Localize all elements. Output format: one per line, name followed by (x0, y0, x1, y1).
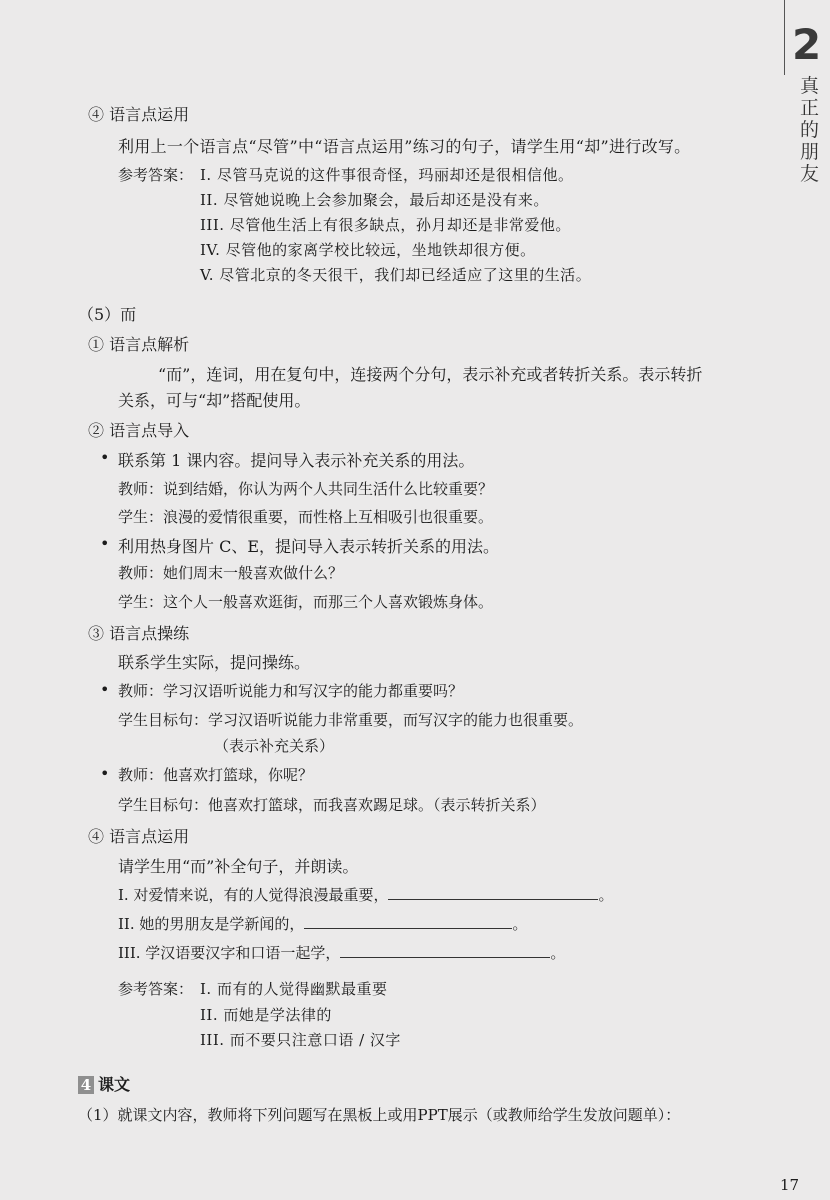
answer-item: I. 而有的人觉得幽默最重要 (200, 980, 388, 998)
exercise-end: 。 (550, 944, 566, 962)
analysis-text: “而”，连词，用在复句中，连接两个分句，表示补充或者转折关系。表示转折 (158, 365, 703, 384)
use-instruction: 利用上一个语言点“尽管”中“语言点运用”练习的句子，请学生用“却”进行改写。 (118, 137, 691, 156)
exercise-item (118, 942, 565, 963)
bullet-dot: • (100, 680, 110, 699)
dialog-line: 教师：她们周末一般喜欢做什么？ (118, 564, 344, 582)
answer-blank[interactable] (304, 914, 512, 929)
bullet-text: 利用热身图片 C、E，提问导入表示转折关系的用法。 (118, 537, 500, 556)
answer-blank[interactable] (340, 943, 550, 958)
part-title: （5）而 (78, 305, 137, 324)
answer-item: III. 而不要只注意口语 / 汉字 (200, 1031, 401, 1049)
answers-label: 参考答案： (118, 166, 194, 184)
answer-item: II. 而她是学法律的 (200, 1006, 332, 1024)
analysis-heading: ① 语言点解析 (88, 335, 190, 354)
chapter-divider (784, 0, 785, 75)
dialog-line: 教师：说到结婚，你认为两个人共同生活什么比较重要？ (118, 480, 494, 498)
practice-heading: ③ 语言点操练 (88, 624, 190, 643)
bullet-text: 教师：他喜欢打篮球，你呢？ (118, 766, 314, 784)
answer-item: V. 尽管北京的冬天很干，我们却已经适应了这里的生活。 (200, 266, 592, 284)
section-heading (78, 1072, 130, 1095)
target-note: （表示补充关系） (214, 737, 335, 755)
exercise-end: 。 (512, 915, 528, 933)
use-instruction: 请学生用“而”补全句子，并朗读。 (118, 857, 359, 876)
use-heading: ④ 语言点运用 (88, 105, 190, 124)
bullet-dot: • (100, 764, 110, 783)
exercise-item (118, 913, 527, 934)
use-heading: ④ 语言点运用 (88, 827, 190, 846)
answer-item: I. 尽管马克说的这件事很奇怪，玛丽却还是很相信他。 (200, 166, 574, 184)
exercise-text: III. 学汉语要汉字和口语一起学， (118, 944, 341, 962)
exercise-item (118, 884, 613, 905)
intro-heading: ② 语言点导入 (88, 421, 190, 440)
exercise-end: 。 (598, 886, 614, 904)
answer-item: II. 尽管她说晚上会参加聚会，最后却还是没有来。 (200, 191, 549, 209)
section-number-badge: 4 (78, 1076, 94, 1094)
analysis-text: 关系，可与“却”搭配使用。 (118, 391, 311, 410)
bullet-dot: • (100, 448, 110, 467)
answer-blank[interactable] (388, 885, 598, 900)
chapter-number: 2 (792, 20, 822, 69)
target-sentence: 学生目标句：学习汉语听说能力非常重要，而写汉字的能力也很重要。 (118, 711, 584, 729)
section-item: （1）就课文内容，教师将下列问题写在黑板上或用PPT展示（或教师给学生发放问题单）： (78, 1106, 681, 1124)
dialog-line: 学生：这个人一般喜欢逛街，而那三个人喜欢锻炼身体。 (118, 593, 494, 611)
chapter-title: 真正的朋友 (800, 75, 820, 185)
page-number: 17 (780, 1176, 800, 1194)
dialog-line: 学生：浪漫的爱情很重要，而性格上互相吸引也很重要。 (118, 508, 494, 526)
section-title: 课文 (98, 1075, 131, 1094)
target-sentence: 学生目标句：他喜欢打篮球，而我喜欢踢足球。（表示转折关系） (118, 796, 546, 814)
bullet-text: 联系第 1 课内容。提问导入表示补充关系的用法。 (118, 451, 475, 470)
bullet-dot: • (100, 534, 110, 553)
exercise-text: II. 她的男朋友是学新闻的， (118, 915, 305, 933)
answer-item: III. 尽管他生活上有很多缺点，孙月却还是非常爱他。 (200, 216, 571, 234)
exercise-text: I. 对爱情来说，有的人觉得浪漫最重要， (118, 886, 389, 904)
answer-item: IV. 尽管他的家离学校比较远，坐地铁却很方便。 (200, 241, 536, 259)
practice-intro: 联系学生实际，提问操练。 (118, 653, 311, 672)
bullet-text: 教师：学习汉语听说能力和写汉字的能力都重要吗？ (118, 682, 464, 700)
answers-label: 参考答案： (118, 980, 194, 998)
